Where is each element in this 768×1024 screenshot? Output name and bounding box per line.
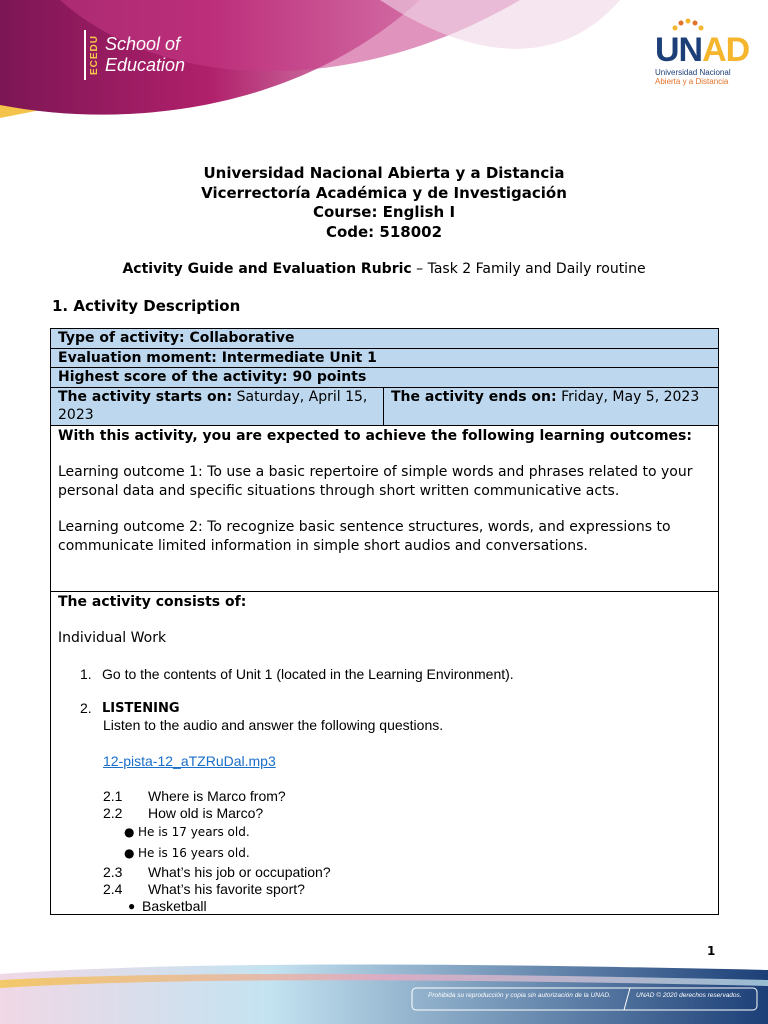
consists-heading: The activity consists of: <box>58 593 247 610</box>
list-item-1 <box>80 666 711 683</box>
unad-dots-icon <box>669 18 709 32</box>
question-2-2-text: How old is Marco? <box>148 805 264 821</box>
answer-option <box>128 898 711 914</box>
dates-row <box>51 388 718 426</box>
listening-title: LISTENING <box>102 700 180 716</box>
audio-file-link[interactable]: 12-pista-12_aTZRuDal.mp3 <box>103 752 276 769</box>
evaluation-moment-row: Evaluation moment: Intermediate Unit 1 <box>51 349 718 369</box>
guide-title-bold: Activity Guide and Evaluation Rubric <box>122 261 412 277</box>
heading-code: Code: 518002 <box>325 222 443 241</box>
learning-outcome-1: Learning outcome 1: To use a basic repertoire of simple words and phrases related to your personal data and specific situations through short written communicative acts. <box>58 464 693 499</box>
highest-score-row: Highest score of the activity: 90 points <box>51 368 718 388</box>
unad-subtitle-2: Abierta y a Distancia <box>655 77 729 86</box>
activity-table <box>50 328 719 915</box>
question-2-4 <box>103 881 711 898</box>
unad-word: UN <box>655 31 703 69</box>
list-item-1-number: 1. <box>80 665 92 682</box>
answer-option-text: He is 17 years old. <box>138 825 250 839</box>
activity-type-row: Type of activity: Collaborative <box>51 329 718 349</box>
bullet-icon: ● <box>124 825 135 839</box>
page-number: 1 <box>707 944 716 958</box>
document-heading <box>0 164 768 242</box>
answer-option-text: Basketball <box>142 898 207 914</box>
learning-outcomes-cell <box>51 426 718 592</box>
heading-course: Course: English I <box>312 203 456 221</box>
start-value: Saturday, April 15, 2023 <box>58 388 368 423</box>
question-2-3-text: What’s his job or occupation? <box>148 864 331 880</box>
listening-instructions: Listen to the audio and answer the following questions. <box>103 716 444 733</box>
question-2-1-number: 2.1 <box>103 788 123 804</box>
answer-option <box>124 822 711 843</box>
footer-copyright-notice: Prohibida su reproducción y copia sin autorización de la UNAD. <box>428 992 611 999</box>
question-2-3 <box>103 864 711 881</box>
section-title: 1. Activity Description <box>52 297 241 315</box>
question-2-2-number: 2.2 <box>103 805 123 821</box>
answer-option-text: He is 16 years old. <box>138 846 250 860</box>
question-2-4-text: What’s his favorite sport? <box>148 881 305 897</box>
unad-word-accent: AD <box>702 31 750 69</box>
bullet-icon: ● <box>124 846 135 860</box>
list-item-2-number: 2. <box>80 699 92 716</box>
activity-consists-cell <box>51 592 718 914</box>
list-item-1-text: Go to the contents of Unit 1 (located in the Learning Environment). <box>102 665 514 682</box>
question-2-4-number: 2.4 <box>103 881 123 897</box>
guide-title-rest: – Task 2 Family and Daily routine <box>411 261 646 277</box>
guide-title <box>0 261 768 277</box>
question-2-2 <box>103 805 711 822</box>
start-label: The activity starts on: <box>58 388 233 405</box>
start-date-cell <box>51 388 384 425</box>
ecedu-tag: ECEDU <box>84 30 100 80</box>
question-2-1 <box>103 788 711 805</box>
school-line1: School of <box>105 34 181 54</box>
heading-vicerrectoria: Vicerrectoría Académica y de Investigación <box>201 183 567 202</box>
school-line2: Education <box>105 55 186 75</box>
outcomes-intro: With this activity, you are expected to achieve the following learning outcomes: <box>58 427 692 444</box>
end-value: Friday, May 5, 2023 <box>556 388 700 405</box>
heading-university: Universidad Nacional Abierta y a Distancia <box>203 164 565 182</box>
unad-logo <box>655 18 755 86</box>
end-label: The activity ends on: <box>391 388 557 405</box>
individual-work-label: Individual Work <box>58 630 167 646</box>
bullet-icon: ● <box>128 899 136 913</box>
footer-rights: UNAD © 2020 derechos reservados. <box>636 992 742 999</box>
learning-outcome-2: Learning outcome 2: To recognize basic sentence structures, words, and expressions to communicate limited information in simple short audios and conversations. <box>58 519 671 554</box>
question-2-3-number: 2.3 <box>103 864 123 880</box>
unad-subtitle-1: Universidad Nacional <box>655 68 731 77</box>
answer-option <box>124 843 711 864</box>
school-of-education-logo <box>84 30 185 80</box>
question-2-1-text: Where is Marco from? <box>148 788 286 804</box>
list-item-2 <box>80 700 711 717</box>
end-date-cell <box>384 388 718 425</box>
